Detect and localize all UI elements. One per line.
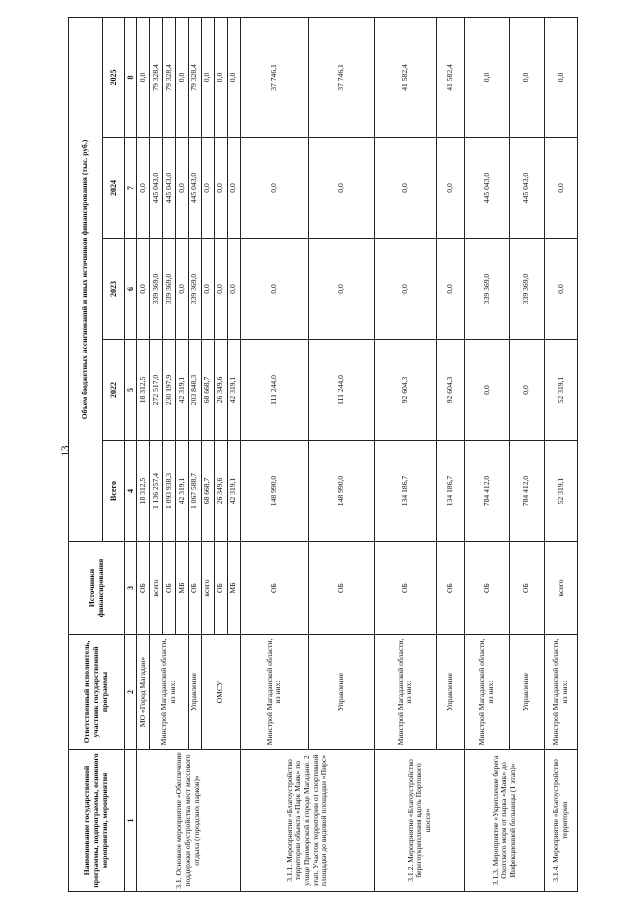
- value-total: 148 990,0: [240, 441, 308, 542]
- value-2025: 41 582,4: [375, 17, 437, 137]
- value-2023: 0,0: [308, 239, 374, 340]
- source-cell: ОБ: [163, 542, 176, 635]
- executor-cell: Минстрой Магаданской области, из них:: [240, 635, 308, 750]
- value-2023: 0,0: [175, 239, 188, 340]
- value-2024: 0,0: [240, 138, 308, 239]
- source-cell: ОБ: [137, 542, 150, 635]
- executor-cell: МО «Город Магадан»: [137, 635, 150, 750]
- source-cell: ОБ: [214, 542, 227, 635]
- value-total: 68 668,7: [201, 441, 214, 542]
- value-total: 1 067 588,7: [188, 441, 201, 542]
- value-2025: 0,0: [227, 17, 240, 137]
- value-2023: 0,0: [214, 239, 227, 340]
- value-2024: 445 043,0: [150, 138, 163, 239]
- value-2022: 230 197,9: [163, 340, 176, 441]
- source-cell: всего: [201, 542, 214, 635]
- value-total: 1 136 257,4: [150, 441, 163, 542]
- header-year-2024: 2024: [103, 138, 125, 239]
- value-2024: 0,0: [137, 138, 150, 239]
- value-2023: 0,0: [544, 239, 577, 340]
- executor-cell: Управление: [308, 635, 374, 750]
- executor-cell: Управление: [436, 635, 465, 750]
- value-2024: 445 043,0: [509, 138, 544, 239]
- section-name: 3.1.1. Мероприятие «Благоустройство территории объекта «Парк Маяк» по улице Приморской в городе Магадане. 2 этап. Участок территории от спортивной площадки до видовой площадки «Пирс»: [240, 750, 375, 892]
- value-2024: 445 043,0: [163, 138, 176, 239]
- index-cell: 1: [125, 750, 137, 892]
- header-program-name: Наименование государственной программы, подпрограммы, основного мероприятия, мероприятия: [69, 750, 125, 892]
- header-total: Всего: [103, 441, 125, 542]
- value-2024: 445 043,0: [465, 138, 509, 239]
- value-2023: 0,0: [137, 239, 150, 340]
- value-total: 52 319,1: [544, 441, 577, 542]
- table-row: [544, 17, 577, 891]
- header-executor: Ответственный исполнитель, участник государственной программы: [69, 635, 125, 750]
- source-cell: ОБ: [436, 542, 465, 635]
- header-year-2023: 2023: [103, 239, 125, 340]
- value-total: 784 412,0: [465, 441, 509, 542]
- financing-table: [68, 17, 578, 892]
- value-2025: 0,0: [175, 17, 188, 137]
- value-total: 1 093 938,3: [163, 441, 176, 542]
- value-2025: 0,0: [201, 17, 214, 137]
- source-cell: всего: [544, 542, 577, 635]
- table-row: [375, 17, 437, 891]
- value-2025: 41 582,4: [436, 17, 465, 137]
- value-2022: 52 319,1: [544, 340, 577, 441]
- rotated-table-wrapper: [68, 18, 578, 892]
- table-row: [137, 17, 150, 891]
- value-2022: 26 349,6: [214, 340, 227, 441]
- header-year-2025: 2025: [103, 17, 125, 137]
- value-2024: 0,0: [375, 138, 437, 239]
- source-cell: ОБ: [240, 542, 308, 635]
- value-2023: 0,0: [436, 239, 465, 340]
- header-year-2022: 2022: [103, 340, 125, 441]
- value-2023: 339 369,0: [465, 239, 509, 340]
- executor-cell: Управление: [188, 635, 201, 750]
- value-2022: 272 517,0: [150, 340, 163, 441]
- value-2025: 79 328,4: [150, 17, 163, 137]
- value-2024: 445 043,0: [188, 138, 201, 239]
- value-2024: 0,0: [201, 138, 214, 239]
- value-2024: 0,0: [227, 138, 240, 239]
- section-name: 3.1.4. Мероприятие «Благоустройство территории: [544, 750, 577, 892]
- value-2023: 339 369,0: [163, 239, 176, 340]
- executor-cell: Управление: [509, 635, 544, 750]
- value-2022: 203 848,3: [188, 340, 201, 441]
- table-row: [240, 17, 308, 891]
- index-cell: 5: [125, 340, 137, 441]
- value-2022: 42 319,1: [175, 340, 188, 441]
- value-2022: 92 604,3: [436, 340, 465, 441]
- value-2022: 111 244,0: [240, 340, 308, 441]
- value-2025: 37 746,1: [240, 17, 308, 137]
- source-cell: всего: [150, 542, 163, 635]
- value-2023: 0,0: [201, 239, 214, 340]
- value-2025: 79 328,4: [188, 17, 201, 137]
- index-cell: 3: [125, 542, 137, 635]
- value-2022: 111 244,0: [308, 340, 374, 441]
- value-total: 134 186,7: [375, 441, 437, 542]
- value-2022: 0,0: [465, 340, 509, 441]
- executor-cell: ОМСУ: [201, 635, 240, 750]
- source-cell: ОБ: [308, 542, 374, 635]
- table-row: [465, 17, 509, 891]
- source-cell: МБ: [175, 542, 188, 635]
- value-2025: 0,0: [465, 17, 509, 137]
- value-2023: 0,0: [240, 239, 308, 340]
- source-cell: ОБ: [465, 542, 509, 635]
- source-cell: МБ: [227, 542, 240, 635]
- value-2022: 68 668,7: [201, 340, 214, 441]
- source-cell: ОБ: [188, 542, 201, 635]
- value-total: 18 312,5: [137, 441, 150, 542]
- value-total: 784 412,0: [509, 441, 544, 542]
- value-2025: 0,0: [544, 17, 577, 137]
- value-2022: 92 604,3: [375, 340, 437, 441]
- section-name: 3.1.2. Мероприятие «Благоустройство берегоукрепления вдоль Портового шоссе»: [375, 750, 465, 892]
- value-2024: 0,0: [308, 138, 374, 239]
- index-cell: 4: [125, 441, 137, 542]
- value-total: 42 319,1: [227, 441, 240, 542]
- page-number: 13: [59, 445, 72, 457]
- value-2025: 0,0: [137, 17, 150, 137]
- source-cell: ОБ: [509, 542, 544, 635]
- value-2023: 0,0: [227, 239, 240, 340]
- index-cell: 6: [125, 239, 137, 340]
- value-2025: 79 328,4: [163, 17, 176, 137]
- executor-cell: Минстрой Магаданской области, из них:: [375, 635, 437, 750]
- value-total: 134 186,7: [436, 441, 465, 542]
- index-cell: 8: [125, 17, 137, 137]
- section-name: 3.1. Основное мероприятие «Обеспечение поддержки обустройства мест массового отдыха (городских парков)»: [137, 750, 240, 892]
- value-2022: 0,0: [509, 340, 544, 441]
- executor-cell: Минстрой Магаданской области, из них:: [465, 635, 509, 750]
- value-2022: 42 319,1: [227, 340, 240, 441]
- value-total: 26 349,6: [214, 441, 227, 542]
- header-funding-volume: Объем бюджетных ассигнований и иных источников финансирования (тыс. руб.): [69, 17, 103, 541]
- executor-cell: Минстрой Магаданской области, из них:: [544, 635, 577, 750]
- value-2025: 0,0: [214, 17, 227, 137]
- value-2024: 0,0: [214, 138, 227, 239]
- value-2023: 339 369,0: [188, 239, 201, 340]
- value-total: 148 990,0: [308, 441, 374, 542]
- value-2022: 18 312,5: [137, 340, 150, 441]
- value-2024: 0,0: [544, 138, 577, 239]
- value-2025: 0,0: [509, 17, 544, 137]
- value-total: 42 319,1: [175, 441, 188, 542]
- index-cell: 7: [125, 138, 137, 239]
- index-cell: 2: [125, 635, 137, 750]
- section-name: 3.1.3. Мероприятие «Укрепление берега Охотского моря от парка «Маяк» до Инфекционной больницы (1 этап)»: [465, 750, 544, 892]
- value-2023: 339 369,0: [509, 239, 544, 340]
- value-2023: 339 369,0: [150, 239, 163, 340]
- value-2023: 0,0: [375, 239, 437, 340]
- executor-cell: Минстрой Магаданской области, из них:: [150, 635, 189, 750]
- source-cell: ОБ: [375, 542, 437, 635]
- header-funding-source: Источники финансирования: [69, 542, 125, 635]
- value-2024: 0,0: [436, 138, 465, 239]
- value-2025: 37 746,1: [308, 17, 374, 137]
- value-2024: 0,0: [175, 138, 188, 239]
